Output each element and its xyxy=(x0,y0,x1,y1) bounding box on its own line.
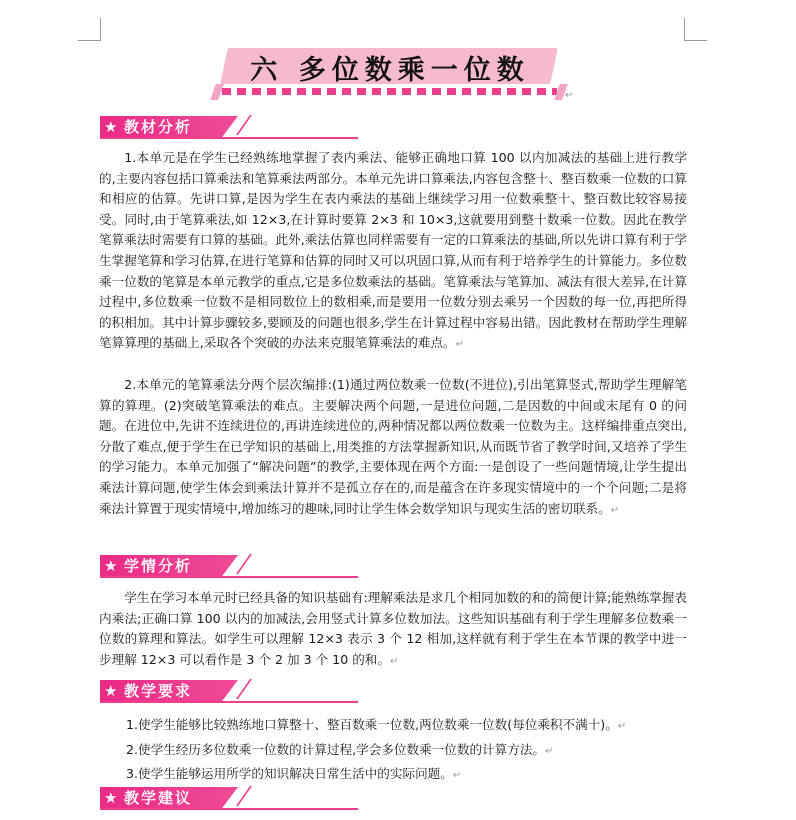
title-dash-ornament xyxy=(222,88,557,95)
star-icon: ★ xyxy=(104,118,118,136)
section-title: 教学建议 xyxy=(124,789,193,807)
analysis-paragraph-2 xyxy=(99,375,687,521)
section-underline xyxy=(100,701,358,703)
paragraph-text: 2.本单元的笔算乘法分两个层次编排:(1)通过两位数乘一位数(不进位),引出笔算竖式,帮助学生理解笔算的算理。(2)突破笔算乘法的难点。主要解决两个问题,一是进位问题,二是因数的中间或末尾有 0 的问题。在进位中,先讲不连续进位的,再讲连续进位的,两种情况都以两位数乘一位数为主。这样编排重点突出,分散了难点,便于学生在已学知识的基础上,用类推的方法掌握新知识,从而既节省了教学时间,又培养了学生的学习能力。本单元加强了“解决问题”的教学,主要体现在两个方面:一是创设了一些问题情境,让学生提出乘法计算问题,使学生体会到乘法计算并不是孤立存在的,而是蕴含在许多现实情境中的一个个问题;二是将乘法计算置于现实情境中,增加练习的趣味,同时让学生体会数学知识与现实生活的密切联系。 xyxy=(99,377,687,516)
section-underline xyxy=(100,137,358,139)
paragraph-mark: ↵ xyxy=(455,339,465,351)
requirements-list xyxy=(126,715,686,789)
list-item xyxy=(126,740,686,763)
requirement-text: 3.使学生能够运用所学的知识解决日常生活中的实际问题。 xyxy=(126,766,453,782)
requirement-text: 1.使学生能够比较熟练地口算整十、整百数乘一位数,两位数乘一位数(每位乘积不满十)。 xyxy=(126,717,618,732)
list-item xyxy=(126,764,686,787)
section-header-analysis xyxy=(100,116,360,138)
paragraph-mark: ↵ xyxy=(545,745,554,757)
section-header-learning xyxy=(100,555,360,577)
crop-mark-top-left xyxy=(78,18,101,41)
star-icon: ★ xyxy=(104,682,118,700)
section-header-requirements xyxy=(100,680,360,702)
paragraph-mark: ↵ xyxy=(617,721,627,732)
star-icon: ★ xyxy=(104,789,118,807)
section-title: 教材分析 xyxy=(124,118,193,136)
requirement-text: 2.使学生经历多位数乘一位数的计算过程,学会多位数乘一位数的计算方法。 xyxy=(126,741,546,757)
paragraph-mark: ↵ xyxy=(610,504,620,516)
paragraph-mark: ↵ xyxy=(452,770,462,782)
section-title: 学情分析 xyxy=(124,557,193,575)
analysis-paragraph-1 xyxy=(99,148,687,356)
learning-paragraph xyxy=(99,588,687,672)
crop-mark-top-right xyxy=(684,18,707,41)
section-header-suggestions xyxy=(100,787,360,809)
list-item xyxy=(126,715,686,738)
section-underline xyxy=(100,576,358,578)
chapter-title: 六 多位数乘一位数 xyxy=(250,55,530,86)
star-icon: ★ xyxy=(104,557,118,575)
paragraph-text: 1.本单元是在学生已经熟练地掌握了表内乘法、能够正确地口算 100 以内加减法的基础上进行教学的,主要内容包括口算乘法和笔算乘法两部分。本单元先讲口算乘法,内容包含整十、整百数乘一位数的口算和相应的估算。先讲口算,是因为学生在表内乘法的基础上继续学习用一位数乘整十、整百数比较容易接受。同时,由于笔算乘法,如 12×3,在计算时要算 2×3 和 10×3,这就要用到整十数乘一位数。因此在教学笔算乘法时需要有口算的基础。此外,乘法估算也同样需要有一定的口算乘法的基础,所以先讲口算有利于学生掌握笔算和学习估算,在进行笔算和估算的同时又可以巩固口算,从而有利于培养学生的计算能力。多位数乘一位数的笔算是本单元教学的重点,它是多位数乘法的基础。笔算乘法与笔算加、减法有很大差异,在计算过程中,多位数乘一位数不是相同数位上的数相乘,而是要用一位数分别去乘另一个因数的每一位,再把所得的积相加。其中计算步骤较多,要顾及的问题也很多,学生在计算过程中容易出错。因此教材在帮助学生理解笔算算理的基础上,采取各个突破的办法来克服笔算乘法的难点。 xyxy=(99,150,687,351)
paragraph-mark: ↵ xyxy=(390,655,399,667)
paragraph-mark: ↵ xyxy=(565,90,574,101)
section-title: 教学要求 xyxy=(124,682,193,700)
section-underline xyxy=(100,808,358,810)
paragraph-text: 学生在学习本单元时已经具备的知识基础有:理解乘法是求几个相同加数的和的简便计算;能熟练掌握表内乘法;正确口算 100 以内的加减法,会用竖式计算多位数加法。这些知识基础有利于学生理解多位数乘一位数的算理和算法。如学生可以理解 12×3 表示 3 个 12 相加,这样就有利于学生在本节课的教学中进一步理解 12×3 可以看作是 3 个 2 加 3 个 10 的和。 xyxy=(99,590,687,667)
